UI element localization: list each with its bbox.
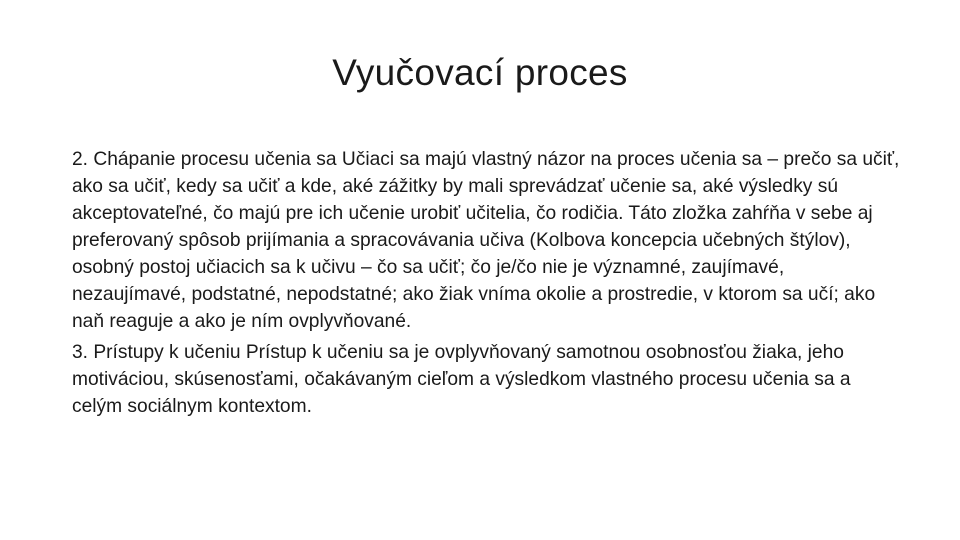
paragraph-learning-approaches: 3. Prístupy k učeniu Prístup k učeniu sa je ovplyvňovaný samotnou osobnosťou žiaka, jeho motiváciou, skúsenosťami, očakávaným cieľom a výsledkom vlastného procesu učenia sa a celým sociálnym kontextom. xyxy=(72,342,851,417)
slide-title: Vyučovací proces xyxy=(332,52,628,93)
slide-body xyxy=(72,146,902,424)
paragraph-learning-process: 2. Chápanie procesu učenia sa Učiaci sa majú vlastný názor na proces učenia sa – prečo sa učiť, ako sa učiť, kedy sa učiť a kde, aké zážitky by mali sprevádzať učenie sa, aké výsledky sú akceptovateľné, čo majú pre ich učenie urobiť učitelia, čo rodičia. Táto zložka zahŕňa v sebe aj preferovaný spôsob prijímania a spracovávania učiva (Kolbova koncepcia učebných štýlov), osobný postoj učiacich sa k učivu – čo sa učiť; čo je/čo nie je významné, zaujímavé, nezaujímavé, podstatné, nepodstatné; ako žiak vníma okolie a prostredie, v ktorom sa učí; ako naň reaguje a ako je ním ovplyvňované. xyxy=(72,149,900,332)
